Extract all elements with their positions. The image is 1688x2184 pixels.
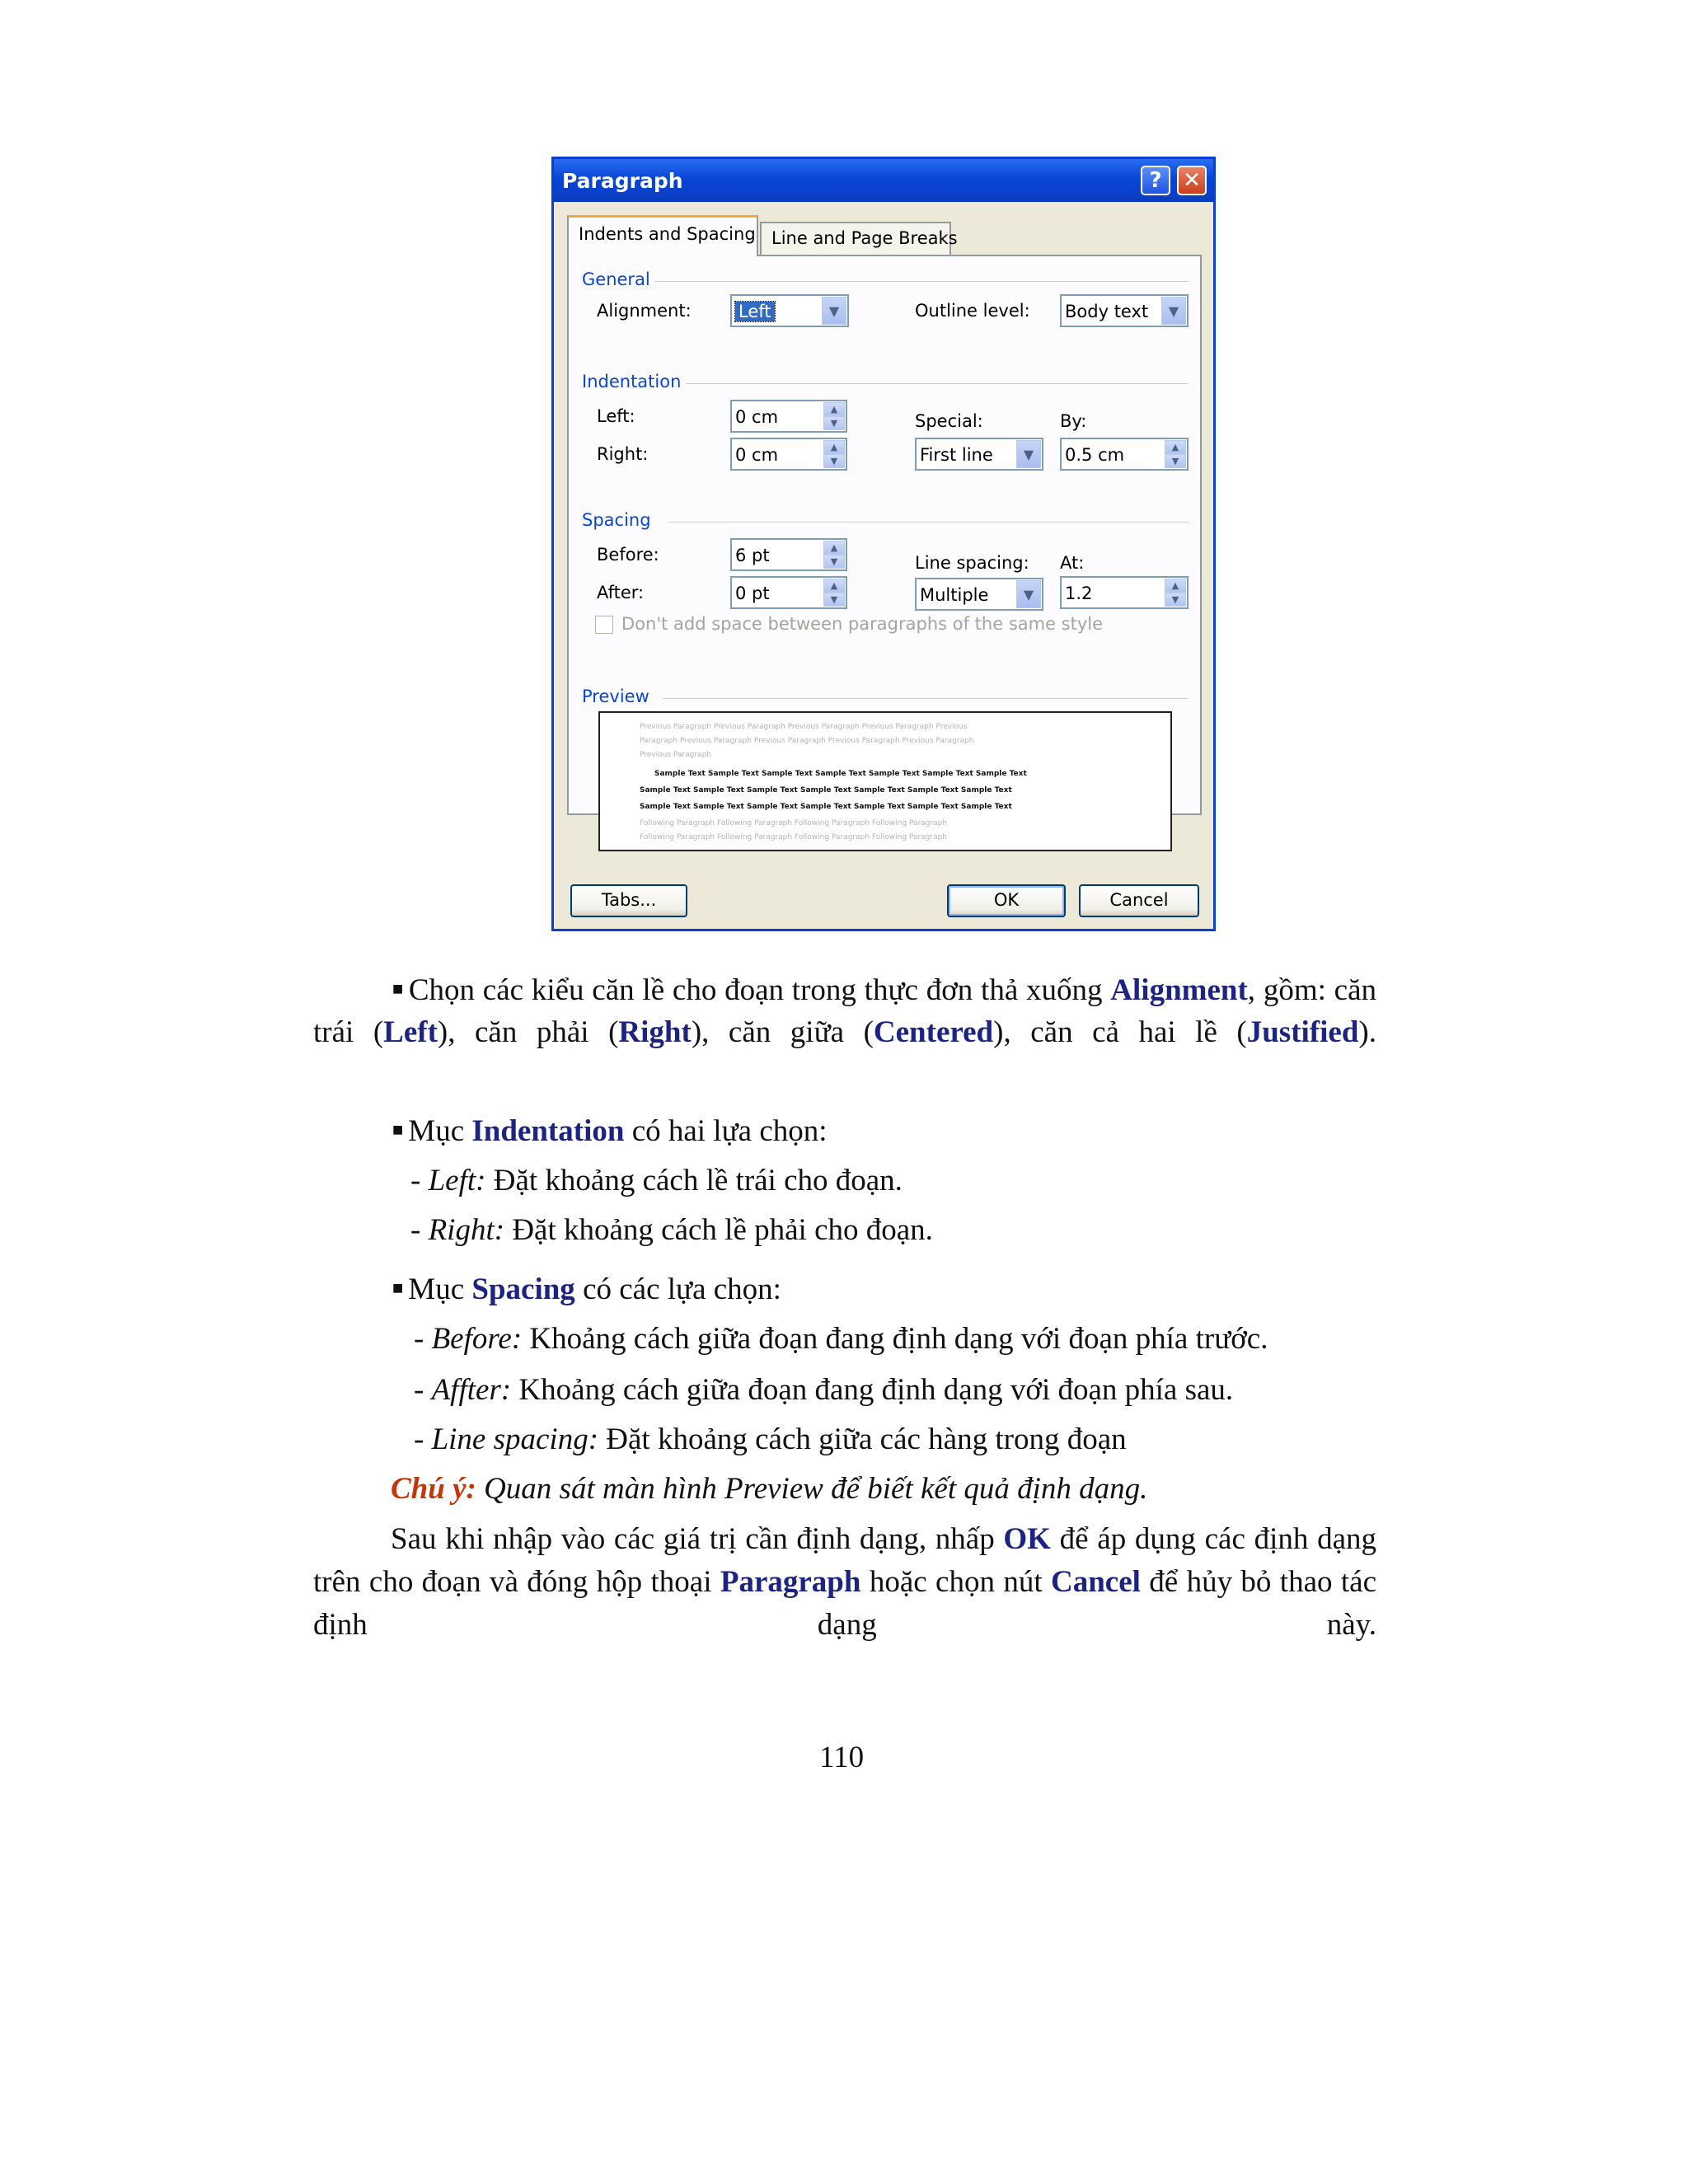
spin-down-icon[interactable]: ▼ — [823, 593, 845, 607]
text: Sau khi nhập vào các giá trị cần định dạng, nhấp — [391, 1522, 1004, 1556]
text: Mục — [408, 1114, 472, 1148]
text: Mục — [408, 1272, 472, 1306]
indentation-paragraph — [392, 1109, 828, 1152]
spin-buttons[interactable] — [823, 579, 845, 607]
divider — [663, 698, 1189, 699]
keyword-justified: Justified — [1246, 1015, 1359, 1049]
preview-previous-line: Previous Paragraph — [640, 751, 711, 759]
text: ), căn phải ( — [437, 1015, 619, 1049]
text: Chọn các kiểu căn lề cho đoạn trong thực đơn thả xuống — [408, 973, 1111, 1007]
text: ). — [1358, 1015, 1376, 1049]
spin-buttons[interactable] — [823, 402, 845, 430]
special-label: Special: — [915, 411, 983, 431]
after-stepper[interactable] — [730, 576, 847, 609]
preview-sample-line: Sample Text Sample Text Sample Text Sample Text Sample Text Sample Text Sample Text — [640, 786, 1012, 794]
preview-following-line: Following Paragraph Following Paragraph Following Paragraph Following Paragraph — [640, 819, 948, 827]
text: Khoảng cách giữa đoạn đang định dạng với đoạn phía trước. — [522, 1322, 1268, 1356]
term: Right: — [428, 1213, 505, 1247]
spacing-heading: Spacing — [582, 510, 651, 530]
spin-buttons[interactable] — [823, 541, 845, 569]
ok-button[interactable]: OK — [947, 884, 1066, 917]
outline-level-label: Outline level: — [915, 301, 1030, 321]
preview-following-line: Following Paragraph Following Paragraph Following Paragraph Following Paragraph — [640, 833, 948, 841]
indent-right-label: Right: — [597, 444, 649, 464]
preview-sample-line: Sample Text Sample Text Sample Text Sample Text Sample Text Sample Text Sample Text — [640, 803, 1012, 811]
list-item-after: - Affter: Khoảng cách giữa đoạn đang định dạng với đoạn phía sau. — [414, 1373, 1234, 1407]
paragraph-dialog — [551, 157, 1216, 931]
chevron-down-icon[interactable]: ▼ — [1161, 297, 1186, 325]
bullet-icon: ■ — [392, 1277, 404, 1298]
close-icon: ✕ — [1183, 168, 1201, 193]
keyword-left: Left — [383, 1015, 438, 1049]
indentation-heading: Indentation — [582, 372, 682, 391]
help-icon: ? — [1149, 168, 1162, 193]
spin-down-icon[interactable]: ▼ — [1165, 593, 1186, 607]
keyword-indentation: Indentation — [471, 1114, 625, 1148]
spin-buttons[interactable] — [1165, 579, 1186, 607]
preview-box — [598, 711, 1172, 851]
help-button[interactable] — [1141, 166, 1170, 195]
text: để hủy bỏ thao tác định dạng này. — [313, 1565, 1376, 1642]
before-value: 6 pt — [735, 546, 770, 565]
bullet-icon: ■ — [392, 978, 404, 999]
at-label: At: — [1060, 553, 1085, 573]
spin-down-icon[interactable]: ▼ — [823, 416, 845, 430]
term: Line spacing: — [431, 1422, 599, 1456]
bullet-icon: ■ — [392, 1119, 404, 1140]
indent-left-label: Left: — [597, 406, 635, 426]
chevron-down-icon[interactable]: ▼ — [1016, 440, 1041, 468]
before-label: Before: — [597, 545, 659, 565]
text: ), căn giữa ( — [691, 1015, 874, 1049]
outline-level-dropdown[interactable] — [1060, 294, 1189, 327]
text: có hai lựa chọn: — [624, 1114, 828, 1148]
line-spacing-label: Line spacing: — [915, 553, 1029, 573]
alignment-dropdown[interactable] — [730, 294, 849, 327]
cancel-button[interactable]: Cancel — [1079, 884, 1199, 917]
keyword-cancel: Cancel — [1050, 1565, 1141, 1599]
dialog-title: Paragraph — [562, 169, 683, 193]
spin-up-icon[interactable]: ▲ — [1165, 579, 1186, 593]
spacing-paragraph — [392, 1268, 781, 1310]
dont-add-space-label: Don't add space between paragraphs of the same style — [621, 614, 1104, 634]
spin-buttons[interactable] — [823, 440, 845, 468]
text: Đặt khoảng cách lề phải cho đoạn. — [504, 1213, 933, 1247]
text: , gồm: căn trái ( — [313, 973, 1377, 1049]
spin-down-icon[interactable]: ▼ — [1165, 454, 1186, 468]
page-number: 110 — [819, 1741, 865, 1774]
spin-up-icon[interactable]: ▲ — [1165, 440, 1186, 454]
keyword-paragraph: Paragraph — [720, 1565, 861, 1599]
list-item-right: - Right: Đặt khoảng cách lề phải cho đoạn. — [410, 1213, 933, 1247]
preview-heading: Preview — [582, 687, 649, 706]
text: Đặt khoảng cách giữa các hàng trong đoạn — [598, 1422, 1127, 1456]
by-stepper[interactable] — [1060, 438, 1189, 471]
spin-down-icon[interactable]: ▼ — [823, 454, 845, 468]
spin-up-icon[interactable]: ▲ — [823, 440, 845, 454]
keyword-right: Right — [618, 1015, 692, 1049]
term: Left: — [428, 1164, 486, 1197]
alignment-paragraph — [313, 968, 1376, 1053]
dont-add-space-checkbox[interactable] — [595, 616, 613, 634]
preview-previous-line: Previous Paragraph Previous Paragraph Previous Paragraph Previous Paragraph Previous — [640, 723, 968, 731]
title-bar[interactable] — [554, 159, 1213, 202]
list-item-before: - Before: Khoảng cách giữa đoạn đang định dạng với đoạn phía trước. — [414, 1322, 1268, 1356]
keyword-alignment: Alignment — [1110, 973, 1248, 1007]
text: có các lựa chọn: — [574, 1272, 781, 1306]
tab-line-and-page-breaks[interactable]: Line and Page Breaks — [760, 222, 951, 255]
keyword-ok: OK — [1003, 1522, 1051, 1556]
indent-right-stepper[interactable] — [730, 438, 847, 471]
keyword-spacing: Spacing — [471, 1272, 575, 1306]
tabs-button[interactable]: Tabs... — [570, 884, 687, 917]
by-value: 0.5 cm — [1065, 445, 1125, 465]
alignment-label: Alignment: — [597, 301, 692, 321]
general-heading: General — [582, 269, 650, 289]
divider — [668, 522, 1189, 523]
at-value: 1.2 — [1065, 583, 1093, 603]
indent-left-value: 0 cm — [735, 407, 779, 427]
alignment-value: Left — [735, 302, 775, 321]
at-stepper[interactable] — [1060, 576, 1189, 609]
text: ), căn cả hai lề ( — [993, 1015, 1247, 1049]
by-label: By: — [1060, 411, 1087, 431]
term: Before: — [431, 1322, 523, 1356]
after-label: After: — [597, 583, 645, 602]
list-item-line-spacing: - Line spacing: Đặt khoảng cách giữa các hàng trong đoạn — [414, 1422, 1127, 1456]
line-spacing-dropdown[interactable] — [915, 578, 1043, 611]
tab-panel — [567, 255, 1202, 841]
divider — [686, 383, 1189, 384]
spin-up-icon[interactable]: ▲ — [823, 541, 845, 555]
chevron-down-icon[interactable]: ▼ — [822, 297, 846, 325]
spin-up-icon[interactable]: ▲ — [823, 579, 845, 593]
before-stepper[interactable] — [730, 538, 847, 571]
indent-left-stepper[interactable] — [730, 400, 847, 433]
final-paragraph — [313, 1518, 1376, 1647]
line-spacing-value: Multiple — [920, 585, 989, 605]
spin-down-icon[interactable]: ▼ — [823, 555, 845, 569]
preview-sample-line: Sample Text Sample Text Sample Text Sample Text Sample Text Sample Text Sample Text — [654, 770, 1027, 778]
spin-up-icon[interactable]: ▲ — [823, 402, 845, 416]
term: Affter: — [431, 1373, 512, 1407]
preview-previous-line: Paragraph Previous Paragraph Previous Paragraph Previous Paragraph Previous Paragraph — [640, 737, 974, 745]
outline-level-value: Body text — [1065, 302, 1149, 321]
divider — [654, 281, 1189, 282]
text: Đặt khoảng cách lề trái cho đoạn. — [485, 1164, 903, 1197]
text: hoặc chọn nút — [860, 1565, 1051, 1599]
note-label: Chú ý: — [391, 1472, 476, 1506]
list-item-left: - Left: Đặt khoảng cách lề trái cho đoạn. — [410, 1164, 903, 1197]
special-dropdown[interactable] — [915, 438, 1043, 471]
text: Quan sát màn hình Preview để biết kết quả định dạng. — [476, 1472, 1148, 1506]
spin-buttons[interactable] — [1165, 440, 1186, 468]
text: để áp dụng các định dạng trên cho đoạn và đóng hộp thoại — [313, 1522, 1376, 1599]
special-value: First line — [920, 445, 993, 465]
after-value: 0 pt — [735, 583, 770, 603]
tab-indents-and-spacing[interactable]: Indents and Spacing — [567, 215, 758, 256]
indent-right-value: 0 cm — [735, 445, 779, 465]
chevron-down-icon[interactable]: ▼ — [1016, 580, 1041, 608]
note — [391, 1469, 1147, 1510]
keyword-centered: Centered — [873, 1015, 994, 1049]
text: Khoảng cách giữa đoạn đang định dạng với đoạn phía sau. — [511, 1373, 1234, 1407]
close-button[interactable] — [1177, 166, 1207, 195]
